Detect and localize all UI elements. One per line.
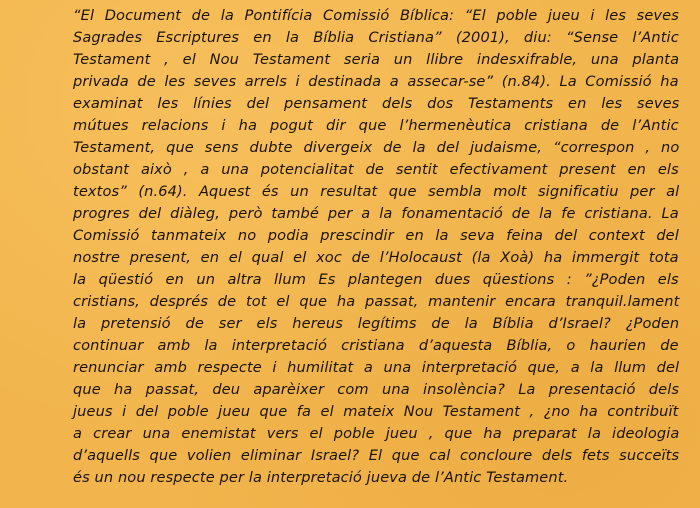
text-line: examinat les línies del pensament dels dos Testaments en les seves (73, 95, 680, 112)
text-line: Testament , el Nou Testament seria un llibre indesxifrable, una planta (73, 51, 680, 68)
text-line: Testament, que sens dubte divergeix de la del judaisme, “correspon , no (73, 139, 680, 156)
text-line: Comissió tanmateix no podia prescindir en la seva feina del context del (73, 227, 679, 244)
quoted-passage (73, 5, 679, 489)
text-line: cristians, després de tot el que ha passat, mantenir encara tranquil.lament (73, 293, 680, 310)
text-line: és un nou respecte per la interpretació jueva de l’Antic Testament. (73, 469, 569, 486)
text-line: nostre present, en el qual el xoc de l’Holocaust (la Xoà) ha immergit tota (73, 249, 679, 266)
text-line: renunciar amb respecte i humilitat a una interpretació que, a la llum del (73, 359, 680, 376)
text-line: textos” (n.64). Aquest és un resultat que sembla molt significatiu per al (73, 183, 680, 200)
text-line: “El Document de la Pontifícia Comissió Bíblica: “El poble jueu i les seves (73, 7, 679, 24)
text-line: jueus i del poble jueu que fa el mateix Nou Testament , ¿no ha contribuït (73, 403, 679, 420)
text-line: mútues relacions i ha pogut dir que l’hermenèutica cristiana de l’Antic (73, 117, 679, 134)
text-line: la qüestió en un altra llum Es plantegen dues qüestions : ”¿Poden els (73, 271, 679, 288)
text-line: que ha passat, deu aparèixer com una insolència? La presentació dels (73, 381, 680, 398)
text-line: d’aquells que volien eliminar Israel? El que cal concloure dels fets succeïts (73, 447, 680, 464)
text-line: obstant això , a una potencialitat de sentit efectivament present en els (73, 161, 679, 178)
text-line: privada de les seves arrels i destinada a assecar-se” (n.84). La Comissió ha (73, 73, 679, 90)
text-line: progres del diàleg, però també per a la fonamentació de la fe cristiana. La (73, 205, 679, 222)
text-line: a crear una enemistat vers el poble jueu , que ha preparat la ideologia (73, 425, 680, 442)
text-line: la pretensió de ser els hereus legítims de la Bíblia d’Israel? ¿Poden (73, 315, 680, 332)
text-line: continuar amb la interpretació cristiana d’aquesta Bíblia, o haurien de (73, 337, 679, 354)
text-line: Sagrades Escriptures en la Bíblia Cristiana” (2001), diu: “Sense l’Antic (73, 29, 679, 46)
